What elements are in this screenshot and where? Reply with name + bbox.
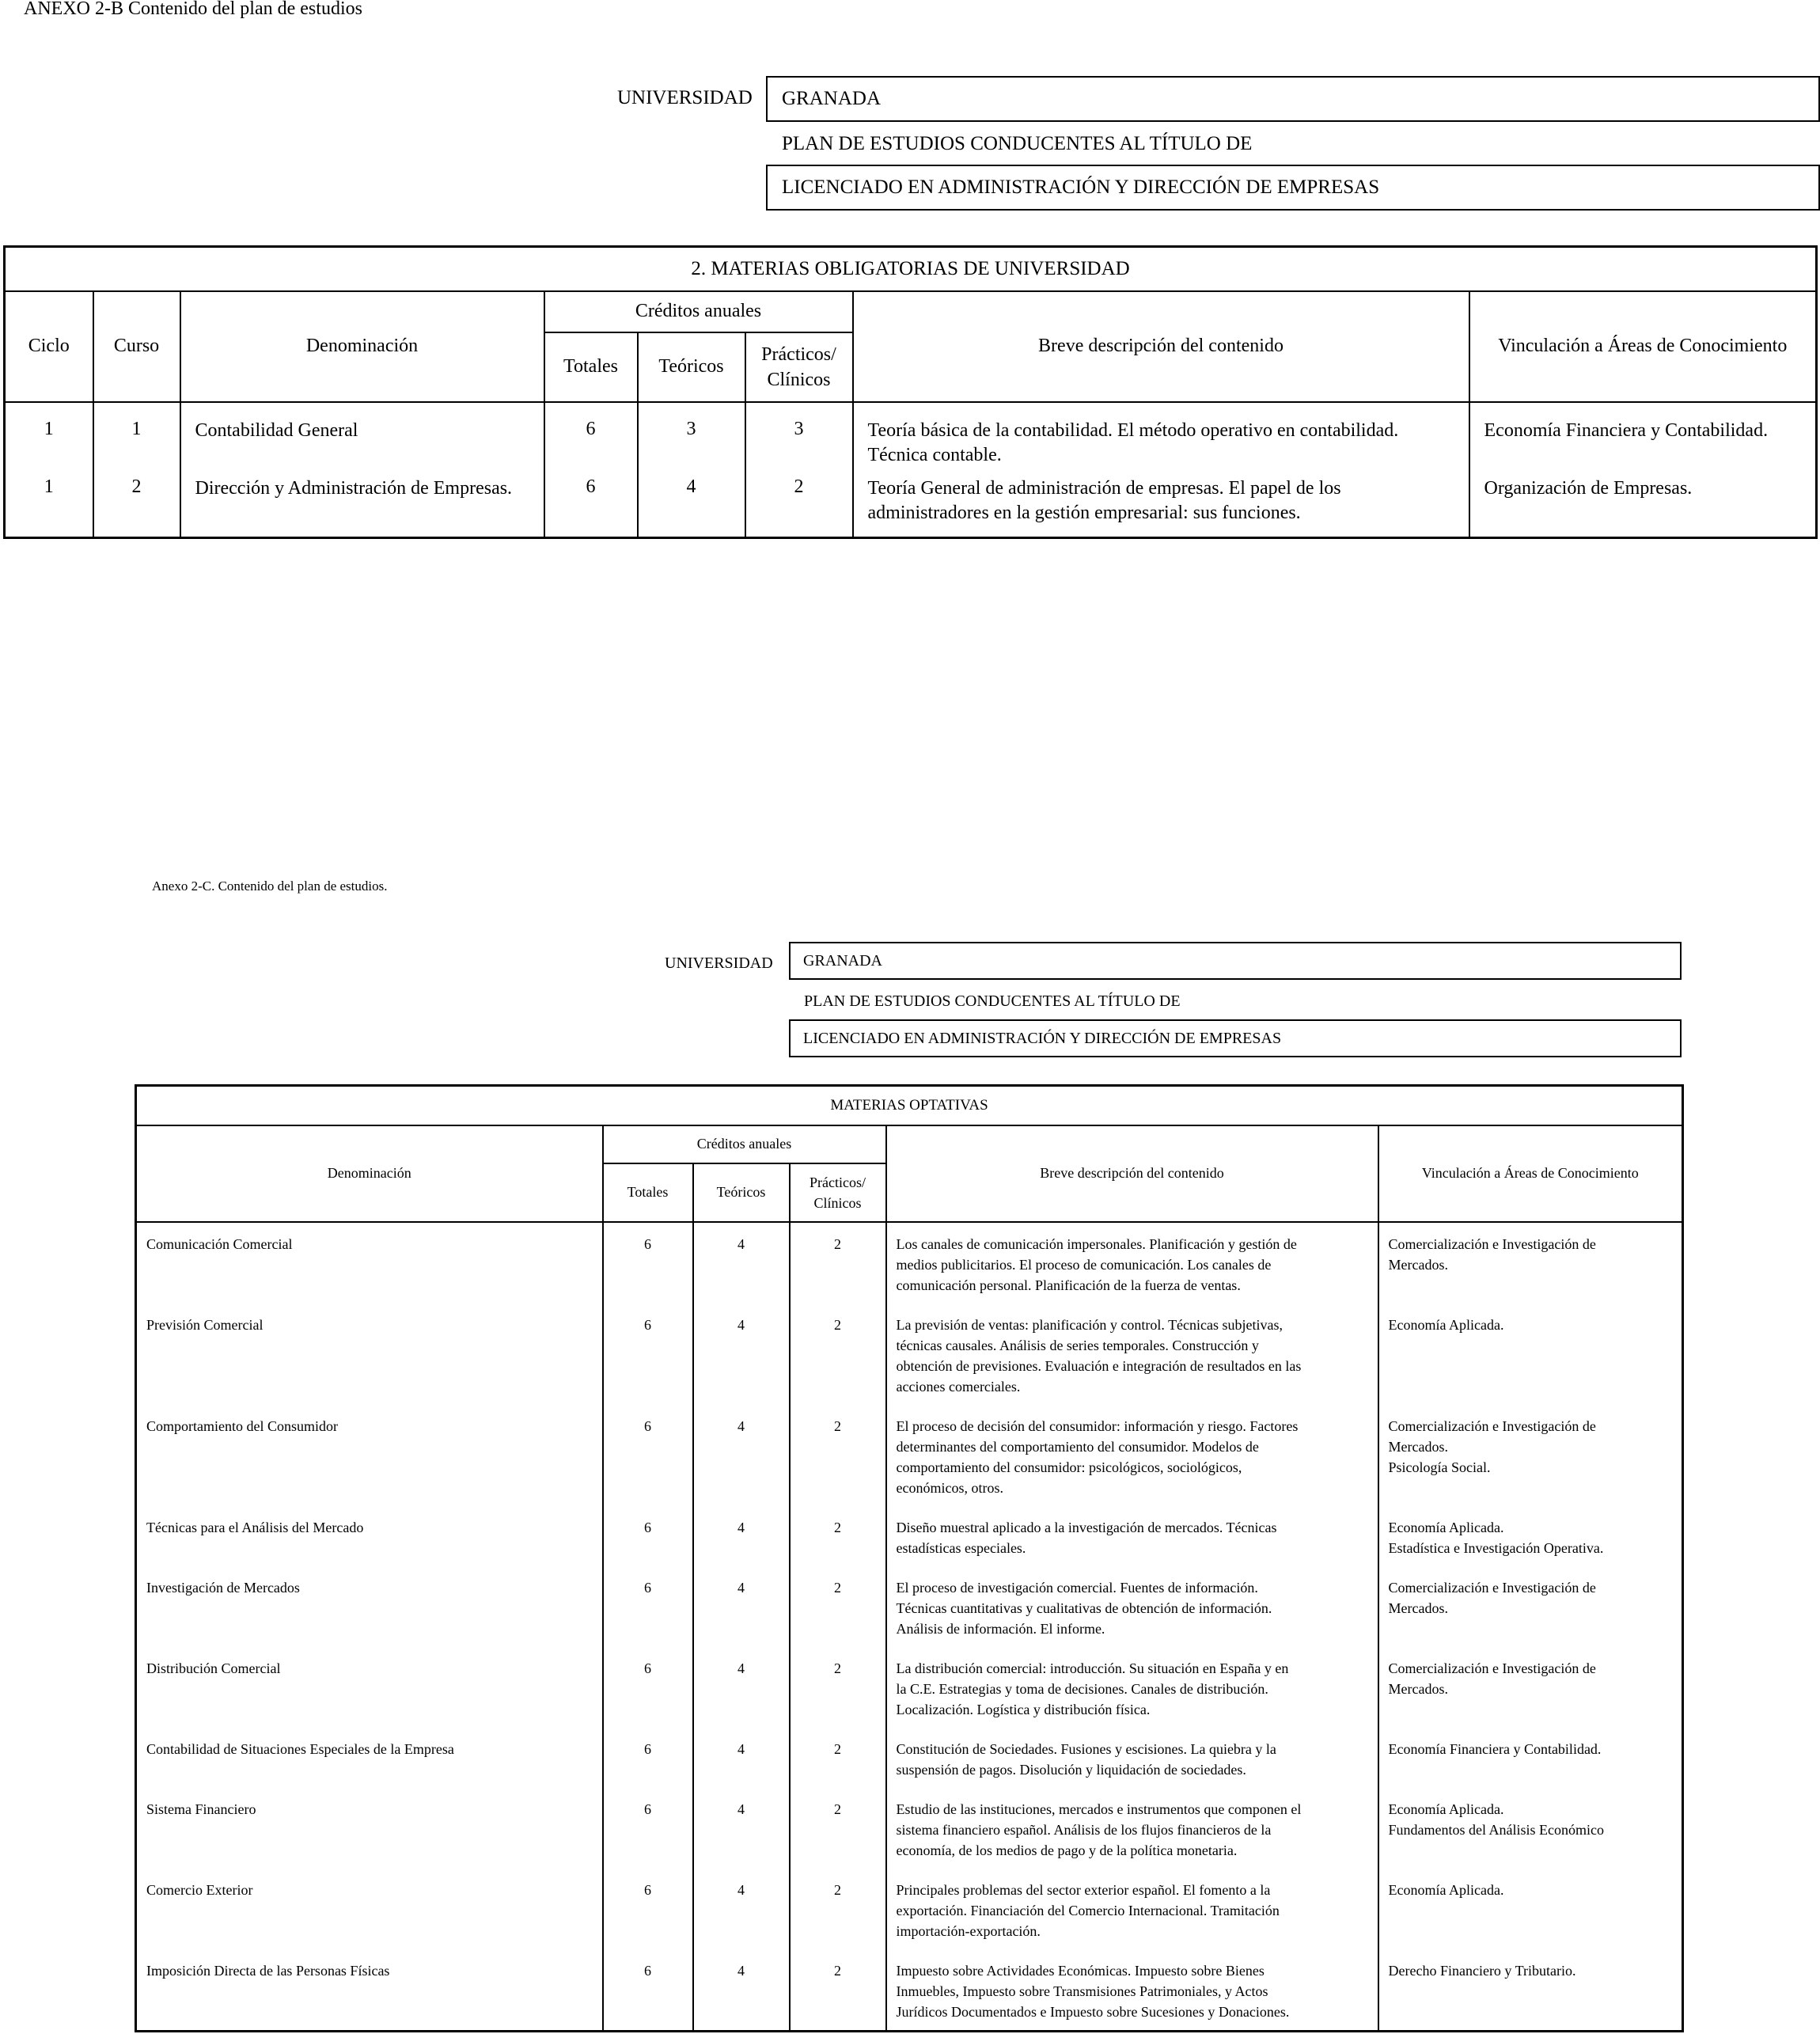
vinculacion-line: Comercialización e Investigación de: [1388, 1235, 1596, 1252]
vinculacion-line: Economía Aplicada.: [1388, 1881, 1504, 1898]
table-row: [136, 1728, 1683, 1788]
cell-vinculacion: [1378, 1728, 1683, 1788]
cell-vinculacion: [1378, 1506, 1683, 1566]
universidad-value-2: GRANADA: [803, 951, 882, 970]
universidad-label-2: UNIVERSIDAD: [665, 954, 773, 972]
cell-totales: 6: [603, 1788, 693, 1869]
table-row: [136, 1222, 1683, 1304]
descripcion-line: El proceso de decisión del consumidor: información y riesgo. Factores: [896, 1417, 1299, 1434]
cell-practicos: 2: [790, 1949, 886, 2032]
universidad-value-box: [766, 76, 1820, 122]
descripcion-line: El proceso de investigación comercial. Fuentes de información.: [896, 1579, 1258, 1596]
titulo-value-box-2: [789, 1019, 1682, 1057]
header-vinculacion: Vinculación a Áreas de Conocimiento: [1469, 291, 1817, 402]
cell-totales: 6: [544, 402, 638, 470]
titulo-value-box: [766, 165, 1820, 211]
cell-descripcion: [886, 1869, 1378, 1949]
annex-2c-title: Anexo 2-C. Contenido del plan de estudios.: [152, 878, 388, 894]
cell-descripcion: Teoría General de administración de empresas. El papel de los administradores en la gestión empresarial: sus funciones.: [853, 470, 1469, 538]
descripcion-line: determinantes del comportamiento del consumidor. Modelos de: [896, 1438, 1259, 1455]
descripcion-line: la C.E. Estrategias y toma de decisiones. Canales de distribución.: [896, 1680, 1268, 1697]
vinculacion-line: Mercados.: [1388, 1438, 1448, 1455]
cell-descripcion: [886, 1647, 1378, 1728]
vinculacion-line: Mercados.: [1388, 1256, 1448, 1273]
cell-denominacion: Comunicación Comercial: [146, 1235, 293, 1252]
cell-teoricos: 4: [693, 1728, 790, 1788]
cell-ciclo: 1: [44, 418, 54, 439]
header-creditos: Créditos anuales: [544, 291, 853, 332]
cell-teoricos: 4: [693, 1647, 790, 1728]
descripcion-line: Diseño muestral aplicado a la investigación de mercados. Técnicas: [896, 1519, 1277, 1535]
cell-teoricos: 4: [693, 1405, 790, 1506]
cell-teoricos: 3: [638, 402, 745, 470]
cell-teoricos: 4: [693, 1949, 790, 2032]
titulo-value: LICENCIADO EN ADMINISTRACIÓN Y DIRECCIÓN DE EMPRESAS: [782, 176, 1380, 198]
table-row: [136, 1869, 1683, 1949]
table-row: [5, 402, 1817, 470]
cell-teoricos: 4: [693, 1788, 790, 1869]
cell-descripcion: [886, 1728, 1378, 1788]
cell-totales: 6: [603, 1506, 693, 1566]
cell-denominacion: Dirección y Administración de Empresas.: [180, 470, 544, 538]
cell-vinculacion: [1378, 1222, 1683, 1304]
descripcion-line: comunicación personal. Planificación de la fuerza de ventas.: [896, 1277, 1241, 1293]
header-teoricos-2: Teóricos: [693, 1163, 790, 1222]
cell-descripcion: [886, 1222, 1378, 1304]
table-row: [136, 1304, 1683, 1405]
descripcion-line: comportamiento del consumidor: psicológicos, sociológicos,: [896, 1459, 1242, 1475]
cell-totales: 6: [603, 1869, 693, 1949]
descripcion-line: Principales problemas del sector exterior español. El fomento a la: [896, 1881, 1271, 1898]
materias-optativas-table: [135, 1084, 1684, 2032]
descripcion-line: acciones comerciales.: [896, 1378, 1021, 1395]
header-descripcion-2: Breve descripción del contenido: [886, 1125, 1378, 1222]
vinculacion-line: Derecho Financiero y Tributario.: [1388, 1962, 1576, 1979]
descripcion-line: La previsión de ventas: planificación y control. Técnicas subjetivas,: [896, 1316, 1283, 1333]
cell-practicos: 2: [790, 1506, 886, 1566]
table-title: 2. MATERIAS OBLIGATORIAS DE UNIVERSIDAD: [5, 247, 1817, 291]
cell-descripcion: Teoría básica de la contabilidad. El método operativo en contabilidad. Técnica contable.: [853, 402, 1469, 470]
header-curso: Curso: [93, 291, 180, 402]
cell-vinculacion: [1378, 1405, 1683, 1506]
cell-totales: 6: [544, 470, 638, 538]
header-practicos-2: Prácticos/ Clínicos: [790, 1163, 886, 1222]
cell-totales: 6: [603, 1222, 693, 1304]
cell-descripcion: [886, 1506, 1378, 1566]
vinculacion-line: Comercialización e Investigación de: [1388, 1660, 1596, 1676]
cell-vinculacion: [1378, 1566, 1683, 1647]
vinculacion-line: Fundamentos del Análisis Económico: [1388, 1821, 1604, 1838]
descripcion-line: importación-exportación.: [896, 1922, 1041, 1939]
descripcion-line: Inmuebles, Impuesto sobre Transmisiones Patrimoniales, y Actos: [896, 1983, 1268, 1999]
descripcion-line: estadísticas especiales.: [896, 1539, 1026, 1556]
vinculacion-line: Comercialización e Investigación de: [1388, 1417, 1596, 1434]
cell-totales: 6: [603, 1949, 693, 2032]
cell-totales: 6: [603, 1405, 693, 1506]
cell-denominacion: Imposición Directa de las Personas Físicas: [146, 1962, 390, 1979]
cell-teoricos: 4: [693, 1869, 790, 1949]
cell-practicos: 2: [790, 1405, 886, 1506]
descripcion-line: económicos, otros.: [896, 1479, 1003, 1496]
cell-teoricos: 4: [693, 1506, 790, 1566]
cell-practicos: 2: [790, 1647, 886, 1728]
universidad-value-box-2: [789, 942, 1682, 980]
plan-label: PLAN DE ESTUDIOS CONDUCENTES AL TÍTULO DE: [782, 133, 1253, 154]
vinculacion-line: Psicología Social.: [1388, 1459, 1491, 1475]
header-totales: Totales: [544, 332, 638, 402]
header-totales-2: Totales: [603, 1163, 693, 1222]
cell-practicos: 2: [790, 1788, 886, 1869]
cell-practicos: 2: [745, 470, 853, 538]
cell-totales: 6: [603, 1728, 693, 1788]
cell-descripcion: [886, 1405, 1378, 1506]
cell-descripcion: [886, 1566, 1378, 1647]
descripcion-line: técnicas causales. Análisis de series temporales. Construcción y: [896, 1337, 1259, 1353]
descripcion-line: economía, de los medios de pago y de la política monetaria.: [896, 1842, 1238, 1858]
table-row: [136, 1647, 1683, 1728]
cell-denominacion: Contabilidad General: [180, 402, 544, 470]
vinculacion-line: Estadística e Investigación Operativa.: [1388, 1539, 1604, 1556]
cell-totales: 6: [603, 1566, 693, 1647]
descripcion-line: sistema financiero español. Análisis de los flujos financieros de la: [896, 1821, 1272, 1838]
descripcion-line: Análisis de información. El informe.: [896, 1620, 1105, 1637]
cell-descripcion: [886, 1304, 1378, 1405]
table-row: [136, 1506, 1683, 1566]
header-creditos-2: Créditos anuales: [603, 1125, 886, 1163]
cell-vinculacion: [1378, 1788, 1683, 1869]
header-denominacion: Denominación: [180, 291, 544, 402]
cell-practicos: 3: [745, 402, 853, 470]
cell-descripcion: [886, 1949, 1378, 2032]
cell-vinculacion: [1378, 1647, 1683, 1728]
table-row: [136, 1788, 1683, 1869]
materias-obligatorias-table: [3, 245, 1818, 539]
descripcion-line: medios publicitarios. El proceso de comunicación. Los canales de: [896, 1256, 1272, 1273]
cell-denominacion: Previsión Comercial: [146, 1316, 264, 1333]
descripcion-line: Estudio de las instituciones, mercados e instrumentos que componen el: [896, 1801, 1302, 1817]
header-ciclo: Ciclo: [5, 291, 93, 402]
cell-vinculacion: [1378, 1869, 1683, 1949]
descripcion-line: Impuesto sobre Actividades Económicas. Impuesto sobre Bienes: [896, 1962, 1265, 1979]
table-row: [136, 1566, 1683, 1647]
table-row: [136, 1405, 1683, 1506]
descripcion-line: obtención de previsiones. Evaluación e integración de resultados en las: [896, 1357, 1302, 1374]
vinculacion-line: Economía Aplicada.: [1388, 1519, 1504, 1535]
descripcion-line: suspensión de pagos. Disolución y liquidación de sociedades.: [896, 1761, 1246, 1778]
cell-teoricos: 4: [693, 1222, 790, 1304]
cell-vinculacion: [1378, 1304, 1683, 1405]
cell-denominacion: Investigación de Mercados: [146, 1579, 300, 1596]
cell-denominacion: Técnicas para el Análisis del Mercado: [146, 1519, 364, 1535]
vinculacion-line: Economía Aplicada.: [1388, 1801, 1504, 1817]
cell-practicos: 2: [790, 1222, 886, 1304]
table-row: [136, 1949, 1683, 2032]
descripcion-line: Técnicas cuantitativas y cualitativas de obtención de información.: [896, 1599, 1272, 1616]
vinculacion-line: Economía Aplicada.: [1388, 1316, 1504, 1333]
cell-ciclo: 1: [44, 476, 54, 497]
cell-denominacion: Comercio Exterior: [146, 1881, 253, 1898]
vinculacion-line: Mercados.: [1388, 1599, 1448, 1616]
cell-denominacion: Comportamiento del Consumidor: [146, 1417, 338, 1434]
titulo-value-2: LICENCIADO EN ADMINISTRACIÓN Y DIRECCIÓN DE EMPRESAS: [803, 1029, 1282, 1047]
universidad-label: UNIVERSIDAD: [617, 87, 753, 108]
cell-totales: 6: [603, 1304, 693, 1405]
cell-totales: 6: [603, 1647, 693, 1728]
descripcion-line: Constitución de Sociedades. Fusiones y escisiones. La quiebra y la: [896, 1740, 1276, 1757]
cell-practicos: 2: [790, 1304, 886, 1405]
header-teoricos: Teóricos: [638, 332, 745, 402]
vinculacion-line: Mercados.: [1388, 1680, 1448, 1697]
descripcion-line: Localización. Logística y distribución física.: [896, 1701, 1151, 1717]
cell-practicos: 2: [790, 1728, 886, 1788]
cell-practicos: 2: [790, 1566, 886, 1647]
cell-teoricos: 4: [693, 1304, 790, 1405]
header-denominacion-2: Denominación: [136, 1125, 603, 1222]
cell-denominacion: Contabilidad de Situaciones Especiales de la Empresa: [146, 1740, 454, 1757]
cell-denominacion: Sistema Financiero: [146, 1801, 256, 1817]
cell-vinculacion: [1378, 1949, 1683, 2032]
header-vinculacion-2: Vinculación a Áreas de Conocimiento: [1378, 1125, 1683, 1222]
header-descripcion: Breve descripción del contenido: [853, 291, 1469, 402]
descripcion-line: La distribución comercial: introducción. Su situación en España y en: [896, 1660, 1289, 1676]
cell-practicos: 2: [790, 1869, 886, 1949]
cell-vinculacion: Organización de Empresas.: [1469, 470, 1817, 538]
annex-2b-title: ANEXO 2-B Contenido del plan de estudios: [24, 0, 362, 19]
cell-teoricos: 4: [693, 1566, 790, 1647]
cell-descripcion: [886, 1788, 1378, 1869]
cell-teoricos: 4: [638, 470, 745, 538]
vinculacion-line: Comercialización e Investigación de: [1388, 1579, 1596, 1596]
table-title-2: MATERIAS OPTATIVAS: [136, 1086, 1683, 1125]
plan-label-2: PLAN DE ESTUDIOS CONDUCENTES AL TÍTULO DE: [804, 992, 1181, 1010]
header-practicos: Prácticos/ Clínicos: [745, 332, 853, 402]
table-row: [5, 470, 1817, 538]
cell-vinculacion: Economía Financiera y Contabilidad.: [1469, 402, 1817, 470]
cell-curso: 2: [93, 470, 180, 538]
descripcion-line: Los canales de comunicación impersonales. Planificación y gestión de: [896, 1235, 1297, 1252]
universidad-value: GRANADA: [782, 88, 881, 109]
cell-curso: 1: [93, 402, 180, 470]
cell-denominacion: Distribución Comercial: [146, 1660, 281, 1676]
descripcion-line: exportación. Financiación del Comercio Internacional. Tramitación: [896, 1902, 1280, 1918]
descripcion-line: Jurídicos Documentados e Impuesto sobre Sucesiones y Donaciones.: [896, 2003, 1290, 2020]
vinculacion-line: Economía Financiera y Contabilidad.: [1388, 1740, 1602, 1757]
